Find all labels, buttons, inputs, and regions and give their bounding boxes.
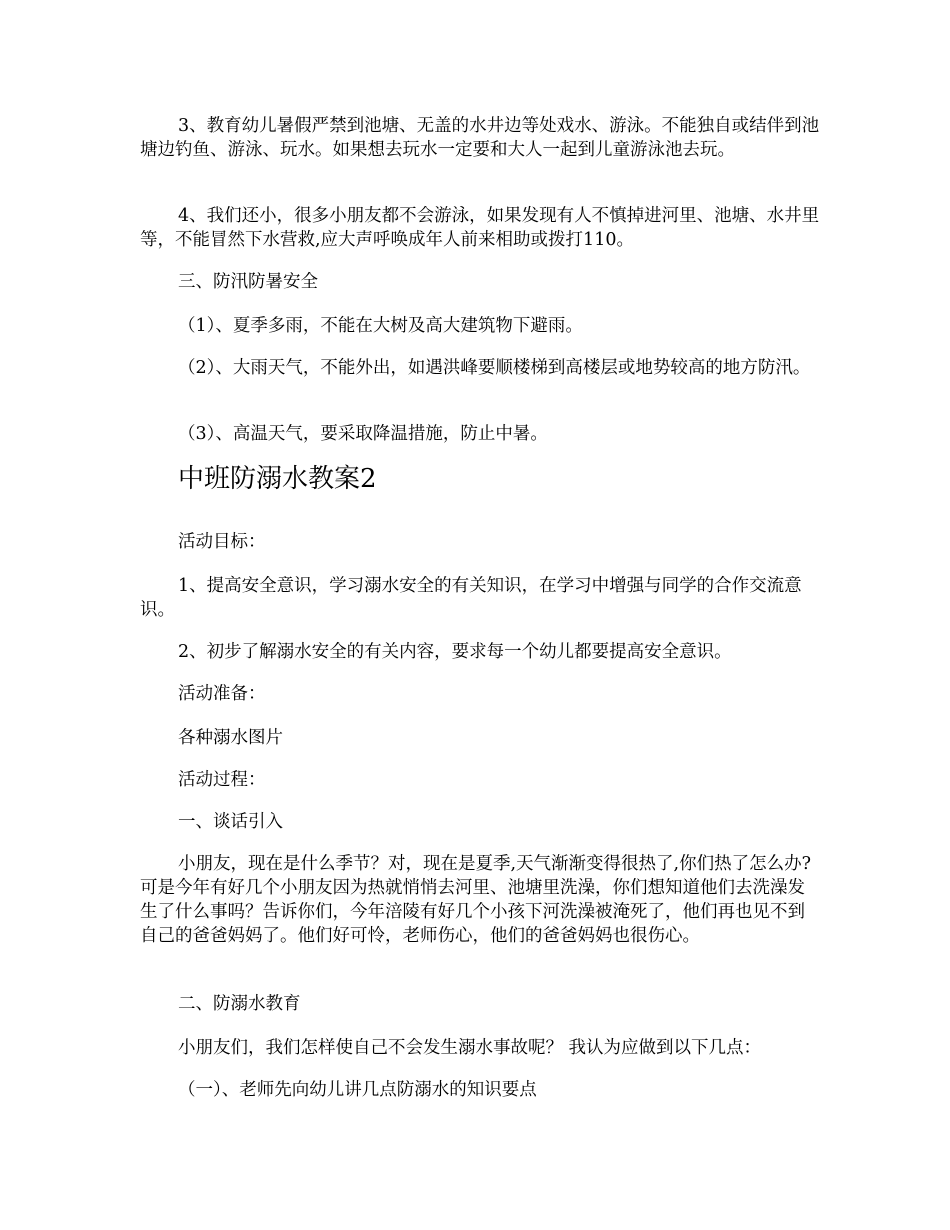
goal-item-2: 2、初步了解溺水安全的有关内容，要求每一个幼儿都要提高安全意识。 (178, 642, 732, 662)
paragraph-rule-4: 4、我们还小，很多小朋友都不会游泳，如果发现有人不慎掉进河里、池塘、水井里等，不能冒然下水营救,应大声呼唤成年人前来相助或拨打110。 (140, 206, 820, 250)
preparation-content: 各种溺水图片 (178, 728, 283, 748)
process-title: 活动过程： (178, 770, 266, 790)
sub-item-1: （一）、老师先向幼儿讲几点防溺水的知识要点 (178, 1080, 537, 1100)
lesson-plan-heading: 中班防溺水教案2 (178, 464, 377, 494)
list-item-heat: （3）、高温天气，要采取降温措施，防止中暑。 (178, 424, 548, 444)
step-1-title: 一、谈话引入 (178, 812, 283, 832)
paragraph-rule-3: 3、教育幼儿暑假严禁到池塘、无盖的水井边等处戏水、游泳。不能独自或结伴到池塘边钓鱼、游泳、玩水。如果想去玩水一定要和大人一起到儿童游泳池去玩。 (140, 116, 820, 160)
goal-item-1: 1、提高安全意识，学习溺水安全的有关知识，在学习中增强与同学的合作交流意识。 (140, 576, 802, 620)
section-heading-flood-heat: 三、防汛防暑安全 (178, 272, 318, 292)
step-2-title: 二、防溺水教育 (178, 994, 301, 1014)
goals-title: 活动目标： (178, 532, 266, 552)
preparation-title: 活动准备： (178, 684, 266, 704)
list-item-storm: （2）、大雨天气，不能外出，如遇洪峰要顺楼梯到高楼层或地势较高的地方防汛。 (178, 358, 811, 378)
step-1-text: 小朋友，现在是什么季节？对，现在是夏季,天气渐渐变得很热了,你们热了怎么办?可是今年有好几个小朋友因为热就悄悄去河里、池塘里洗澡，你们想知道他们去洗澡发生了什么事吗？告诉你们，今年涪陵有好几个小孩下河洗澡被淹死了，他们再也见不到自己的爸爸妈妈了。他们好可怜，老师伤心，他们的爸爸妈妈也很伤心。 (140, 854, 812, 946)
step-2-text: 小朋友们，我们怎样使自己不会发生溺水事故呢？ 我认为应做到以下几点： (178, 1038, 762, 1058)
list-item-rain: （1）、夏季多雨，不能在大树及高大建筑物下避雨。 (178, 316, 583, 336)
